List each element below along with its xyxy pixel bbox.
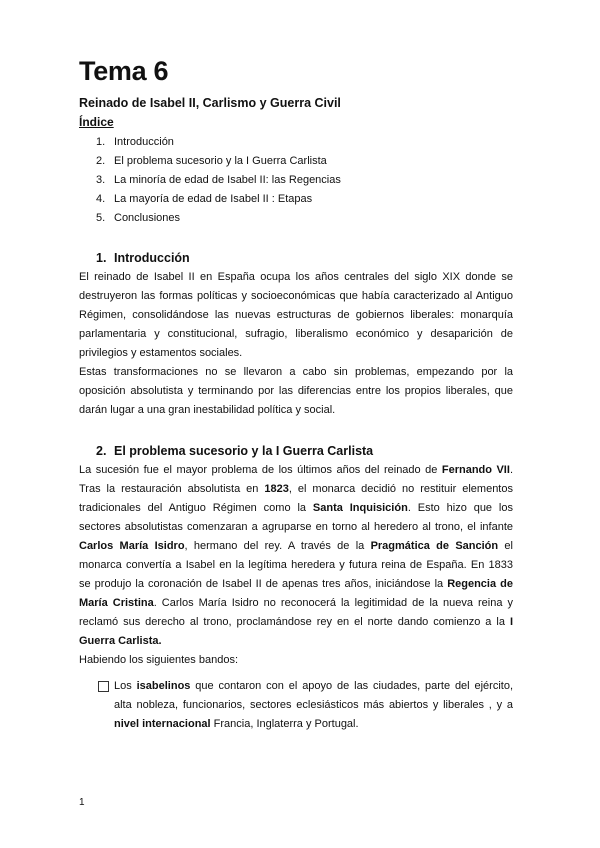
toc-item (96, 171, 341, 190)
intro-paragraph-2 (79, 363, 513, 420)
intro-paragraph-1 (79, 268, 513, 363)
toc-item (96, 190, 341, 209)
toc-item-label: Conclusiones (114, 212, 181, 224)
bold-term: 1823 (264, 483, 289, 495)
text-line: darán lugar a una gran inestabilidad política y social. (79, 404, 336, 416)
text-line: privilegios y estamentos sociales. (79, 347, 243, 359)
page-number: 1 (79, 797, 85, 808)
section-title: El problema sucesorio y la I Guerra Carlista (114, 444, 374, 458)
bold-term: isabelinos (136, 680, 191, 692)
toc-item-number: 4. (96, 193, 106, 205)
text-line (79, 537, 513, 556)
bullet-text (114, 677, 513, 734)
text-line: alta nobleza, funcionarios, sectores eclesiásticos más abiertos y liberales , y a (114, 699, 513, 711)
text-line (114, 715, 513, 734)
text-run: , hermano del rey. A través de la (184, 540, 371, 552)
text-line: sectores absolutistas comenzaran a agruparse en torno al heredero al trono, el infante (79, 521, 513, 533)
section-heading-introduccion (96, 251, 190, 265)
toc-item-label: La minoría de edad de Isabel II: las Regencias (114, 174, 341, 186)
text-run: La sucesión fue el mayor problema de los últimos años del reinado de (79, 464, 442, 476)
toc-item (96, 209, 341, 228)
text-run: reclamó sus derecho al trono, proclamándose rey en el norte dando comienzo a la (79, 616, 510, 628)
text-line (79, 480, 513, 499)
text-run: Francia, Inglaterra y Portugal. (210, 718, 359, 730)
text-line (79, 461, 513, 480)
index-heading: Índice (79, 115, 114, 129)
text-run: Los (114, 680, 137, 692)
succession-paragraph (79, 461, 513, 670)
table-of-contents (96, 133, 341, 228)
toc-item-number: 1. (96, 136, 106, 148)
page-subtitle: Reinado de Isabel II, Carlismo y Guerra Civil (79, 96, 341, 110)
text-run: tradicionales del Antiguo Régimen como la (79, 502, 313, 514)
text-run: Tras la restauración absolutista en (79, 483, 265, 495)
toc-item-label: Introducción (114, 136, 174, 148)
toc-item-number: 2. (96, 155, 106, 167)
text-line (79, 632, 513, 651)
text-line (79, 613, 513, 632)
bold-term: Carlos María Isidro (79, 540, 185, 552)
toc-item (96, 152, 341, 171)
bold-term: Pragmática de Sanción (370, 540, 499, 552)
bold-term: Guerra Carlista. (79, 635, 162, 647)
bold-term: Regencia de (447, 578, 513, 590)
text-line (114, 677, 513, 696)
text-run: que contaron con el apoyo de las ciudades, parte del ejército, (190, 680, 513, 692)
bold-term: Santa Inquisición (312, 502, 408, 514)
bold-term: nivel internacional (114, 718, 211, 730)
text-line: Habiendo los siguientes bandos: (79, 654, 239, 666)
section-number: 1. (96, 251, 107, 265)
toc-item-label: La mayoría de edad de Isabel II : Etapas (114, 193, 313, 205)
text-line: Estas transformaciones no se llevaron a cabo sin problemas, empezando por la (79, 366, 513, 378)
text-line: Régimen, consolidándose las nuevas estructuras de gobiernos liberales: monarquía (79, 309, 513, 321)
page-title: Tema 6 (79, 56, 169, 86)
text-run: . Carlos María Isidro no reconocerá la legitimidad de la nueva reina y (153, 597, 513, 609)
text-line (79, 499, 513, 518)
bold-term: Fernando VII (441, 464, 510, 476)
text-line (79, 575, 513, 594)
bold-term: I (509, 616, 513, 628)
toc-item-number: 5. (96, 212, 106, 224)
text-run: . (509, 464, 513, 476)
text-run: , el monarca decidió no restituir elementos (288, 483, 513, 495)
section-heading-problema-sucesorio (96, 444, 373, 458)
text-line: oposición absolutista y terminando por las diferencias entre los propios liberales, que (79, 385, 513, 397)
section-title: Introducción (114, 251, 190, 265)
text-run: se produjo la coronación de Isabel II de apenas tres años, iniciándose la (79, 578, 448, 590)
section-number: 2. (96, 444, 107, 458)
text-line: parlamentaria y constitucional, sufragio, liberalismo económico y desaparición de (79, 328, 513, 340)
text-line: monarca convertía a Isabel en la legítima heredera y futura reina de España. En 1833 (79, 559, 513, 571)
text-run: . Esto hizo que los (407, 502, 513, 514)
text-line (79, 594, 513, 613)
text-line: El reinado de Isabel II en España ocupa los años centrales del siglo XIX donde se (79, 271, 513, 283)
text-line: destruyeron las formas políticas y socioeconómicas que había caracterizado al Antiguo (79, 290, 513, 302)
toc-item-number: 3. (96, 174, 106, 186)
toc-item-label: El problema sucesorio y la I Guerra Carlista (114, 155, 327, 167)
text-run: el (498, 540, 513, 552)
bold-term: María Cristina (79, 597, 154, 609)
checkbox-bullet-icon (98, 681, 109, 692)
toc-item (96, 133, 341, 152)
